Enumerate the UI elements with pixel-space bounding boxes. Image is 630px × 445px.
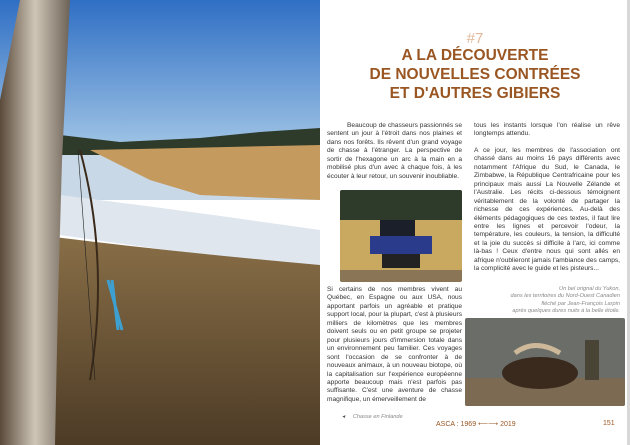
column-1-top [327,122,462,189]
paragraph: A ce jour, les membres de l'association ont chassé dans au moins 16 pays différents avec notamment l'Afrique du Sud, le Canada, le Zimbabwe, la République Centrafricaine pour les principaux mais aussi La Nouvelle Zélande et l'Australie. Les récits ci-dessous témoignent véritablement de la volonté de partager la richesse de ces expériences. Au-delà des éléments pédagogiques de ces textes, il faut lire entre les lignes et percevoir l'odeur, la température, les couleurs, la tension, la difficulté et la joie du succès si difficile à l'arc, ici comme là-bas ! Ceux d'entre nous qui sont allés en afrique n'oublieront jamais l'ambiance des camps, la complicité avec le guide et les pisteurs... [474,146,620,273]
article-title [320,46,630,103]
moose-caption [470,286,620,316]
footer-title [436,420,516,428]
caption-line: Un bel orignal du Yukon, [559,286,620,292]
camp-chair-photo [340,190,462,282]
title-line: DE NOUVELLES CONTRÉES [369,66,581,83]
caption-line: dans les territoires du Nord-Ouest Canadien [510,293,620,300]
footer-end-year: 2019 [500,421,516,428]
caption-text: Chasse en Finlande [352,414,403,420]
caption-line: fléché par Jean-François Larpin [541,300,620,307]
column-1-bottom [327,286,462,412]
column-2 [474,122,620,282]
section-number: #7 [466,30,484,47]
paragraph: Si certains de nos membres vivent au Québec, en Espagne ou aux USA, nous apportant parfois un agréable et pratique support local, pour la plupart, c'est à plusieurs milliers de kilomètres que les membres doivent seuls ou en petit groupe se projeter pour plusieurs jours d'immersion totale dans un environnement peu familier. Ces voyages sont l'occasion de se confronter à de nouveaux animaux, à un nouveau biotope, où la capitalisation sur l'expérience européenne apporte beaucoup mais n'est parfois pas suffisante. C'est une aventure de chasse magnifique, un émerveillement de [327,286,462,403]
paragraph: Beaucoup de chasseurs passionnés se sentent un jour à l'étroit dans nos plaines et dans nos forêts. Ils rêvent d'un grand voyage de chasse à l'étranger. La perspective de sortir de l'hexagone un arc à la main en a mobilisé plus d'un avec à chaque fois, à les écouter à leur retour, un souvenir inoubliable. [327,122,462,180]
footer-start-year: ASCA : 1969 [436,421,477,428]
left-arrow-icon: ◂ [342,414,345,420]
title-line: ET D'AUTRES GIBIERS [389,85,561,102]
title-line: A LA DÉCOUVERTE [401,47,549,64]
moose-photo [465,318,625,406]
paragraph: tous les instants lorsque l'on réalise un rêve longtemps attendu. [474,122,620,138]
arrow-icon: ⟵⟶ [478,421,499,428]
finland-caption [342,414,403,421]
article-page [320,0,630,445]
page-number: 151 [603,420,615,427]
caption-line: après quelques dures nuits à la belle étoile. [512,308,620,315]
